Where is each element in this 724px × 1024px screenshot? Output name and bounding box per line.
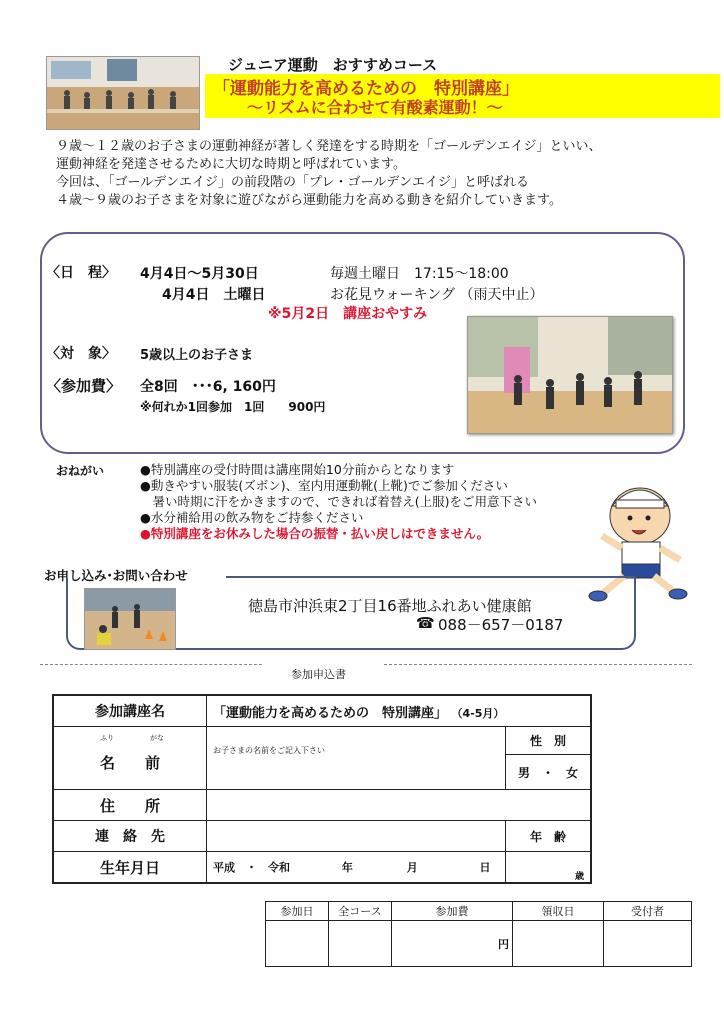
refund-warning: ●特別講座をお休みした場合の振替・払い戻しはできません。: [140, 526, 490, 541]
fee-note: ※何れか1回参加 1回 900円: [140, 400, 326, 414]
phone-icon: ☎: [416, 614, 435, 632]
intro-line: ９歳～１２歳のお子さまの運動神経が著しく発達をする時期を「ゴールデンエイジ」といい、: [56, 139, 602, 154]
yen-unit: 円: [498, 937, 509, 951]
contact-address: 徳島市沖浜東2丁目16番地ふれあい健康館: [248, 597, 532, 615]
contact-phone: 088－657－0187: [438, 616, 564, 634]
participation-date-cell[interactable]: [266, 921, 329, 967]
title-main: 「運動能力を高めるための 特別講座」: [213, 79, 519, 99]
reception-table: [265, 901, 692, 967]
reception-header: 受付者: [604, 902, 692, 921]
course-label: 参加講座名: [53, 695, 207, 727]
application-form: [52, 694, 592, 884]
schedule-dates: 4月4日～5月30日: [140, 266, 259, 282]
birth-day: 日: [479, 861, 491, 874]
special-event: お花見ウォーキング （雨天中止）: [330, 287, 544, 303]
course-cell: [207, 695, 592, 727]
cut-line-right: [384, 664, 692, 665]
contact-input[interactable]: [207, 821, 506, 852]
reception-header: 参加費: [392, 902, 513, 921]
requests-label: おねがい: [56, 464, 105, 478]
request-item: ●水分補給用の飲み物をご持参ください: [140, 510, 364, 525]
birthdate-label: 生年月日: [53, 852, 207, 884]
fee-value: 全8回 ･･･6, 160円: [140, 379, 276, 395]
course-subtitle: ジュニア運動 おすすめコース: [228, 56, 438, 74]
course-name: 「運動能力を高めるための 特別講座」: [213, 705, 448, 721]
age-label: 年 齢: [506, 821, 592, 852]
full-course-cell[interactable]: [329, 921, 392, 967]
class-photo: [467, 316, 673, 434]
intro-text: [56, 138, 696, 210]
birthdate-input[interactable]: [207, 852, 506, 884]
fee-cell[interactable]: [392, 921, 513, 967]
name-hint: お子さまの名前をご記入下さい: [213, 746, 325, 755]
request-item: ●動きやすい服装(ズボン)、室内用運動靴(上靴)でご参加ください: [140, 478, 508, 493]
cut-line-left: [40, 664, 262, 665]
gender-options[interactable]: 男 ・ 女: [506, 755, 592, 790]
receipt-date-cell[interactable]: [513, 921, 604, 967]
title-banner: [205, 74, 720, 118]
reception-header: 参加日: [266, 902, 329, 921]
course-period: （4-5月）: [451, 706, 505, 720]
birth-month: 月: [406, 861, 418, 874]
schedule-weekly: 毎週土曜日 17:15～18:00: [330, 266, 509, 282]
holiday-notice: ※5月2日 講座おやすみ: [268, 306, 428, 322]
application-form-title: 参加申込書: [291, 668, 346, 681]
name-input[interactable]: [207, 727, 506, 790]
schedule-label: 〈日 程〉: [46, 265, 116, 281]
contact-photo: [84, 588, 176, 650]
intro-line: 今回は、「ゴールデンエイジ」の前段階の「プレ・ゴールデンエイジ」と呼ばれる: [56, 175, 529, 190]
dance-class-photo: [46, 56, 200, 130]
requests-list: [140, 462, 590, 542]
request-item: ●特別講座の受付時間は講座開始10分前からとなります: [140, 462, 455, 477]
reception-header: 全コース: [329, 902, 392, 921]
gender-label: 性 別: [506, 727, 592, 755]
special-date: 4月4日 土曜日: [162, 287, 266, 303]
contact-field-label: 連 絡 先: [53, 821, 207, 852]
address-label: 住 所: [53, 790, 207, 821]
age-unit: 歳: [574, 872, 584, 882]
target-label: 〈対 象〉: [46, 346, 116, 362]
intro-line: ４歳～９歳のお子さまを対象に遊びながら運動能力を高める動きを紹介していきます。: [56, 193, 562, 208]
birth-era: 平成 ・ 令和: [213, 861, 290, 874]
contact-label: お申し込み･お問い合わせ: [44, 568, 188, 583]
furi-ruby: ふり: [100, 734, 114, 742]
birth-year: 年: [341, 861, 353, 874]
name-label-cell: [53, 727, 207, 790]
address-input[interactable]: [207, 790, 592, 821]
title-tagline: ～リズムに合わせて有酸素運動！～: [247, 98, 503, 117]
age-input[interactable]: [506, 852, 592, 884]
intro-line: 運動神経を発達させるために大切な時期と呼ばれています。: [56, 157, 406, 172]
gana-ruby: がな: [150, 734, 164, 742]
target-value: 5歳以上のお子さま: [140, 348, 254, 363]
fee-label: 〈参加費〉: [46, 377, 122, 395]
request-item: 暑い時期に汗をかきますので、できれば着替え(上服)をご用意下さい: [140, 494, 538, 509]
reception-header: 領収日: [513, 902, 604, 921]
name-label: 名 前: [99, 753, 160, 772]
receptionist-cell[interactable]: [604, 921, 692, 967]
